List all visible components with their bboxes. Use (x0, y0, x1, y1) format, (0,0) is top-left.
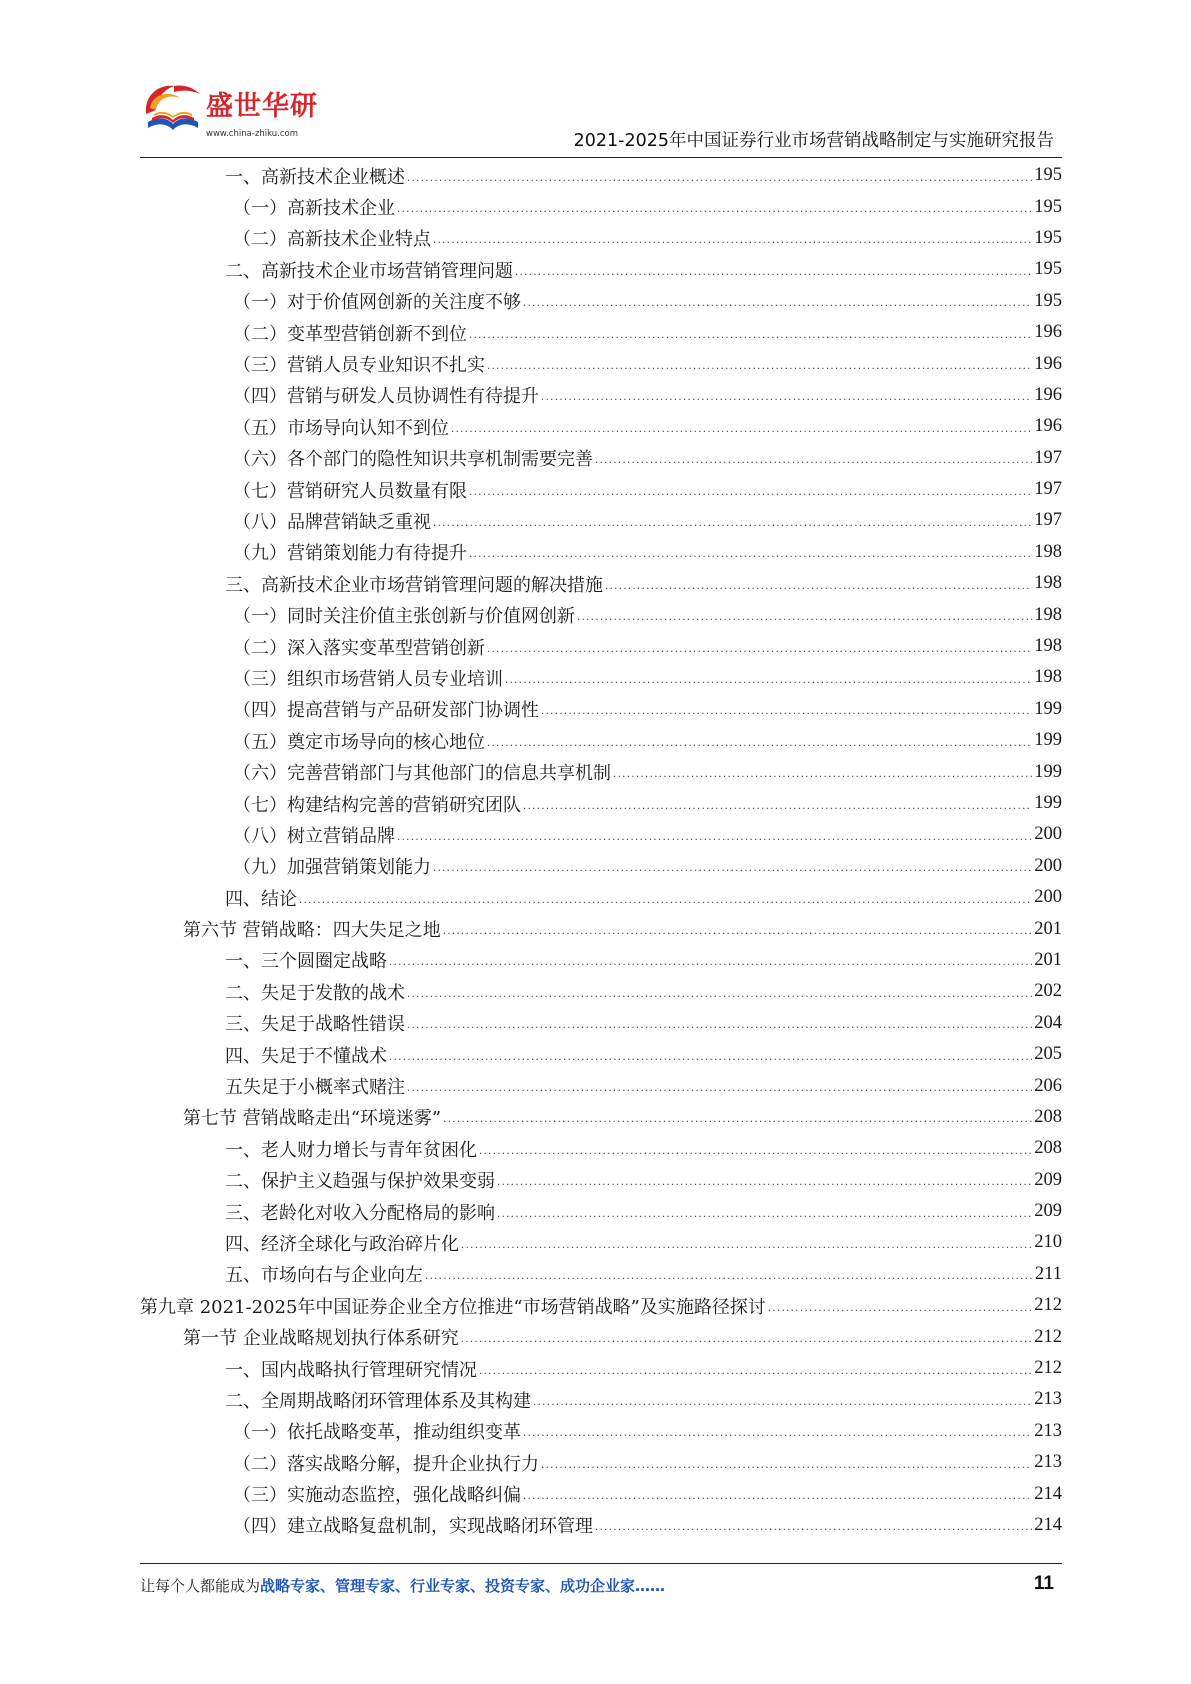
toc-entry[interactable] (140, 1290, 1062, 1321)
toc-entry-label: 三、失足于战略性错误 (225, 1014, 405, 1036)
toc-entry-label: （四）建立战略复盘机制，实现战略闭环管理 (233, 1516, 593, 1538)
toc-entry[interactable] (140, 1384, 1062, 1415)
toc-entry-label: （二）深入落实变革型营销创新 (233, 637, 485, 659)
toc-entry-label: （二）变革型营销创新不到位 (233, 323, 467, 345)
toc-entry-label: 二、失足于发散的战术 (225, 982, 405, 1004)
toc-dot-leader (541, 705, 1032, 719)
toc-entry-label: （五）市场导向认知不到位 (233, 417, 449, 439)
toc-entry[interactable] (140, 443, 1062, 474)
toc-dot-leader (479, 1365, 1032, 1379)
toc-dot-leader (497, 1176, 1032, 1190)
toc-page-number: 198 (1034, 667, 1062, 688)
toc-entry-label: 第九章 2021-2025年中国证券企业全方位推进“市场营销战略”及实施路径探讨 (140, 1296, 766, 1318)
toc-page-number: 213 (1034, 1452, 1062, 1473)
book-swoosh-logo-icon (140, 78, 206, 140)
toc-entry[interactable] (140, 1070, 1062, 1101)
toc-page-number: 206 (1034, 1075, 1062, 1096)
report-title: 2021-2025年中国证券行业市场营销战略制定与实施研究报告 (573, 131, 1054, 151)
toc-dot-leader (487, 643, 1032, 657)
toc-page-number: 205 (1034, 1044, 1062, 1065)
toc-dot-leader (487, 737, 1032, 751)
toc-entry[interactable] (140, 1196, 1062, 1227)
toc-entry-label: （一）依托战略变革，推动组织变革 (233, 1422, 521, 1444)
toc-entry-label: 五失足于小概率式赌注 (225, 1077, 405, 1099)
toc-entry[interactable] (140, 1133, 1062, 1164)
toc-entry[interactable] (140, 756, 1062, 787)
toc-page-number: 198 (1034, 541, 1062, 562)
toc-dot-leader (461, 1239, 1032, 1253)
toc-entry[interactable] (140, 505, 1062, 536)
toc-dot-leader (451, 423, 1032, 437)
toc-entry[interactable] (140, 474, 1062, 505)
toc-entry[interactable] (140, 1165, 1062, 1196)
toc-entry-label: （一）同时关注价值主张创新与价值网创新 (233, 606, 575, 628)
toc-entry-label: （九）加强营销策划能力 (233, 857, 431, 879)
toc-entry-label: 三、高新技术企业市场营销管理问题的解决措施 (225, 574, 603, 596)
toc-page-number: 198 (1034, 604, 1062, 625)
toc-dot-leader (397, 831, 1032, 845)
toc-page-number: 195 (1034, 196, 1062, 217)
toc-entry[interactable] (140, 1259, 1062, 1290)
toc-entry[interactable] (140, 1039, 1062, 1070)
toc-entry-label: 第六节 营销战略：四大失足之地 (183, 920, 441, 942)
toc-entry[interactable] (140, 725, 1062, 756)
toc-page-number: 199 (1034, 793, 1062, 813)
toc-page-number: 195 (1034, 290, 1062, 311)
table-of-contents (140, 160, 1062, 1541)
toc-page-number: 196 (1034, 322, 1062, 343)
toc-dot-leader (407, 1019, 1032, 1033)
toc-dot-leader (523, 1490, 1032, 1504)
page-header (140, 78, 1062, 160)
toc-dot-leader (768, 1302, 1032, 1316)
toc-entry[interactable] (140, 411, 1062, 442)
toc-dot-leader (523, 1427, 1032, 1441)
footer-divider (140, 1563, 1062, 1564)
toc-entry-label: 一、老人财力增长与青年贫困化 (225, 1139, 477, 1161)
toc-dot-leader (461, 1333, 1033, 1347)
toc-entry[interactable] (140, 694, 1062, 725)
toc-entry[interactable] (140, 599, 1062, 630)
toc-dot-leader (389, 956, 1032, 970)
toc-dot-leader (407, 1082, 1032, 1096)
toc-entry[interactable] (140, 662, 1062, 693)
toc-dot-leader (469, 548, 1032, 562)
toc-page-number: 200 (1034, 824, 1062, 845)
toc-dot-leader (533, 1396, 1032, 1410)
toc-page-number: 195 (1034, 227, 1062, 248)
toc-entry[interactable] (140, 1353, 1062, 1384)
header-divider (140, 157, 1062, 158)
toc-entry[interactable] (140, 1102, 1062, 1133)
toc-page-number: 197 (1034, 479, 1062, 500)
toc-page-number: 198 (1034, 636, 1062, 657)
toc-dot-leader (433, 517, 1032, 531)
toc-page-number: 213 (1034, 1389, 1062, 1410)
toc-page-number: 197 (1034, 447, 1062, 468)
toc-entry[interactable] (140, 819, 1062, 850)
toc-page-number: 196 (1034, 384, 1062, 405)
toc-entry[interactable] (140, 976, 1062, 1007)
toc-page-number: 210 (1034, 1232, 1062, 1253)
toc-dot-leader (433, 234, 1032, 248)
toc-dot-leader (425, 1270, 1033, 1284)
toc-dot-leader (407, 172, 1032, 186)
toc-dot-leader (515, 266, 1032, 280)
toc-dot-leader (523, 297, 1032, 311)
toc-page-number: 201 (1034, 949, 1062, 970)
toc-entry[interactable] (140, 1008, 1062, 1039)
toc-page-number: 199 (1034, 698, 1062, 719)
toc-dot-leader (595, 454, 1032, 468)
toc-page-number: 200 (1034, 855, 1062, 876)
toc-page-number: 213 (1034, 1420, 1062, 1441)
toc-page-number: 214 (1034, 1514, 1062, 1535)
toc-entry-label: （九）营销策划能力有待提升 (233, 543, 467, 565)
toc-page-number: 209 (1034, 1201, 1062, 1222)
toc-entry[interactable] (140, 1321, 1062, 1352)
toc-entry[interactable] (140, 631, 1062, 662)
toc-entry-label: 四、经济全球化与政治碎片化 (225, 1233, 459, 1255)
toc-entry[interactable] (140, 317, 1062, 348)
toc-entry-label: （一）高新技术企业 (233, 198, 395, 220)
toc-dot-leader (433, 862, 1032, 876)
toc-entry-label: （三）实施动态监控，强化战略纠偏 (233, 1485, 521, 1507)
toc-dot-leader (397, 203, 1032, 217)
toc-dot-leader (487, 360, 1032, 374)
toc-entry-label: 二、保护主义趋强与保护效果变弱 (225, 1171, 495, 1193)
toc-entry[interactable] (140, 851, 1062, 882)
brand-url: www.china-zhiku.com (206, 129, 298, 139)
toc-entry[interactable] (140, 286, 1062, 317)
toc-entry-label: （二）高新技术企业特点 (233, 229, 431, 251)
toc-dot-leader (299, 894, 1032, 908)
toc-entry-label: 五、市场向右与企业向左 (225, 1265, 423, 1287)
slogan-prefix: 让每个人都能成为 (140, 1577, 261, 1595)
toc-entry-label: （五）奠定市场导向的核心地位 (233, 731, 485, 753)
toc-page-number: 195 (1034, 165, 1062, 186)
toc-entry[interactable] (140, 1227, 1062, 1258)
toc-entry-label: （八）树立营销品牌 (233, 825, 395, 847)
toc-entry[interactable] (140, 254, 1062, 285)
toc-entry-label: 一、国内战略执行管理研究情况 (225, 1359, 477, 1381)
toc-entry-label: 二、高新技术企业市场营销管理问题 (225, 260, 513, 282)
toc-dot-leader (605, 580, 1032, 594)
toc-page-number: 199 (1034, 730, 1062, 751)
toc-entry-label: 三、老龄化对收入分配格局的影响 (225, 1202, 495, 1224)
footer-slogan (140, 1575, 665, 1596)
toc-dot-leader (469, 486, 1032, 500)
toc-dot-leader (389, 1051, 1032, 1065)
toc-page-number: 209 (1034, 1169, 1062, 1190)
toc-page-number: 212 (1034, 1295, 1062, 1316)
toc-entry-label: 第一节 企业战略规划执行体系研究 (183, 1328, 459, 1350)
toc-entry[interactable] (140, 537, 1062, 568)
toc-entry[interactable] (140, 913, 1062, 944)
page-number: 11 (1033, 1573, 1054, 1594)
toc-entry-label: 一、高新技术企业概述 (225, 166, 405, 188)
toc-entry[interactable] (140, 191, 1062, 222)
toc-entry[interactable] (140, 882, 1062, 913)
toc-entry[interactable] (140, 788, 1062, 819)
toc-entry[interactable] (140, 160, 1062, 191)
toc-entry-label: （六）完善营销部门与其他部门的信息共享机制 (233, 763, 611, 785)
toc-dot-leader (407, 988, 1032, 1002)
toc-dot-leader (443, 925, 1033, 939)
toc-page-number: 196 (1034, 416, 1062, 437)
toc-entry[interactable] (140, 945, 1062, 976)
toc-page-number: 212 (1034, 1326, 1062, 1347)
toc-entry-label: （二）落实战略分解，提升企业执行力 (233, 1453, 539, 1475)
toc-page-number: 212 (1034, 1358, 1062, 1379)
toc-entry-label: （八）品牌营销缺乏重视 (233, 511, 431, 533)
page-footer (140, 1573, 1062, 1603)
toc-dot-leader (577, 611, 1032, 625)
toc-page-number: 204 (1034, 1012, 1062, 1033)
toc-entry-label: （一）对于价值网创新的关注度不够 (233, 292, 521, 314)
toc-dot-leader (497, 1208, 1032, 1222)
toc-dot-leader (541, 1459, 1032, 1473)
toc-page-number: 214 (1034, 1483, 1062, 1504)
toc-entry[interactable] (140, 1478, 1062, 1509)
toc-entry-label: 四、结论 (225, 888, 297, 910)
toc-page-number: 198 (1034, 573, 1062, 594)
toc-page-number: 208 (1034, 1106, 1062, 1127)
toc-entry-label: （四）营销与研发人员协调性有待提升 (233, 386, 539, 408)
toc-page-number: 199 (1034, 761, 1062, 782)
toc-entry[interactable] (140, 348, 1062, 379)
toc-dot-leader (505, 674, 1032, 688)
toc-page-number: 201 (1034, 918, 1062, 939)
toc-entry-label: 二、全周期战略闭环管理体系及其构建 (225, 1390, 531, 1412)
toc-entry[interactable] (140, 380, 1062, 411)
toc-entry-label: （四）提高营销与产品研发部门协调性 (233, 700, 539, 722)
toc-dot-leader (613, 768, 1032, 782)
toc-entry-label: （六）各个部门的隐性知识共享机制需要完善 (233, 449, 593, 471)
toc-dot-leader (595, 1521, 1032, 1535)
toc-dot-leader (541, 391, 1032, 405)
brand-name: 盛世华研 (206, 91, 318, 122)
toc-entry[interactable] (140, 1510, 1062, 1541)
toc-page-number: 197 (1034, 510, 1062, 531)
toc-entry-label: （三）组织市场营销人员专业培训 (233, 668, 503, 690)
brand-logo (140, 78, 320, 148)
toc-entry-label: 第七节 营销战略走出“环境迷雾” (183, 1108, 442, 1130)
toc-entry-label: 四、失足于不懂战术 (225, 1045, 387, 1067)
toc-page-number: 200 (1034, 887, 1062, 908)
toc-entry[interactable] (140, 1416, 1062, 1447)
toc-page-number: 196 (1034, 353, 1062, 374)
toc-dot-leader (443, 1113, 1032, 1127)
toc-dot-leader (469, 329, 1032, 343)
toc-page-number: 208 (1034, 1138, 1062, 1159)
toc-entry[interactable] (140, 1447, 1062, 1478)
toc-entry-label: （七）营销研究人员数量有限 (233, 480, 467, 502)
toc-page-number: 211 (1034, 1263, 1062, 1284)
toc-entry-label: （三）营销人员专业知识不扎实 (233, 355, 485, 377)
toc-dot-leader (479, 1145, 1032, 1159)
toc-entry-label: （七）构建结构完善的营销研究团队 (233, 794, 521, 816)
toc-page-number: 195 (1034, 259, 1062, 280)
toc-entry[interactable] (140, 223, 1062, 254)
toc-dot-leader (523, 800, 1032, 814)
slogan-highlight: 战略专家、管理专家、行业专家、投资专家、成功企业家…… (260, 1577, 666, 1595)
toc-entry[interactable] (140, 568, 1062, 599)
toc-entry-label: 一、三个圆圈定战略 (225, 951, 387, 973)
toc-page-number: 202 (1034, 981, 1062, 1002)
